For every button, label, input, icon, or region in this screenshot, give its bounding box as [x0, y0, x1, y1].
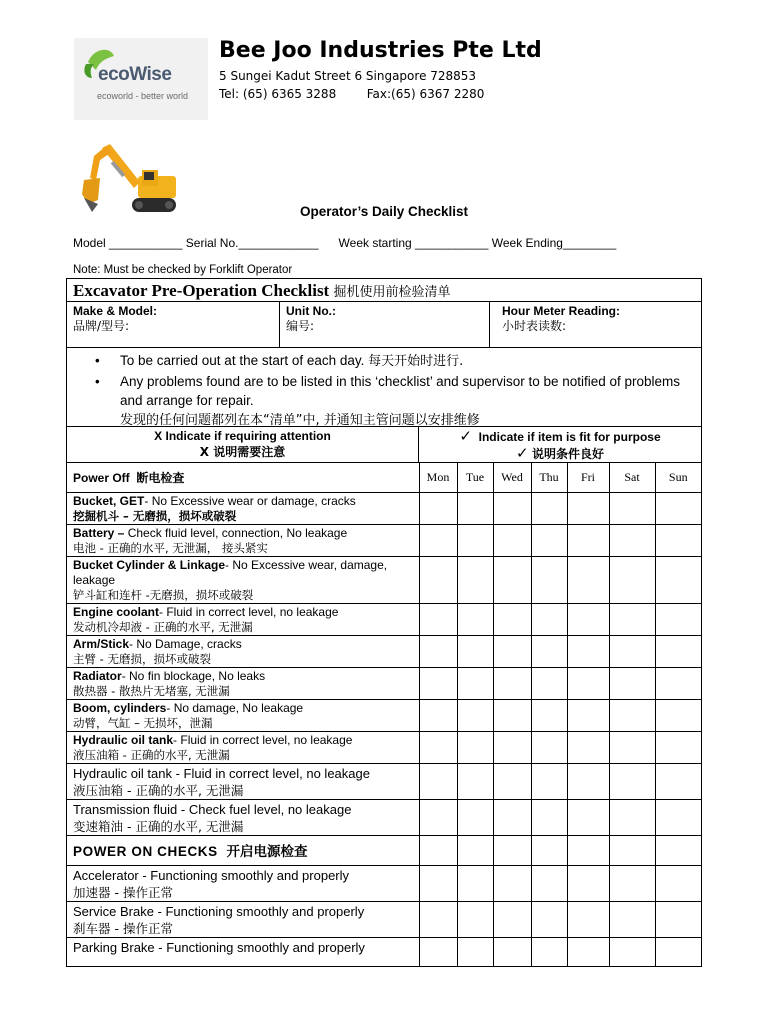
check-cell[interactable] [419, 901, 457, 937]
check-item: Transmission fluid - Check fuel level, no leakage 变速箱油 - 正确的水平, 无泄漏 [67, 799, 419, 835]
check-cell[interactable] [531, 799, 567, 835]
check-cell[interactable] [531, 763, 567, 799]
check-item: Accelerator - Functioning smoothly and properly 加速器 - 操作正常 [67, 865, 419, 901]
check-cell[interactable] [655, 731, 701, 763]
check-cell[interactable] [457, 699, 493, 731]
sheet-title-en: Excavator Pre-Operation Checklist [73, 281, 330, 300]
power-off-header-row [67, 463, 701, 492]
check-cell[interactable] [493, 865, 531, 901]
check-cell[interactable] [419, 556, 457, 603]
check-cell[interactable] [457, 603, 493, 635]
check-cell[interactable] [655, 667, 701, 699]
check-cell[interactable] [419, 865, 457, 901]
check-cell[interactable] [655, 835, 701, 865]
table-row [67, 556, 701, 603]
check-cell[interactable] [567, 492, 609, 524]
check-cell[interactable] [493, 799, 531, 835]
sheet-title [67, 279, 701, 302]
check-cell[interactable] [457, 865, 493, 901]
check-cell[interactable] [419, 763, 457, 799]
check-cell[interactable] [457, 763, 493, 799]
hour-meter-label: Hour Meter Reading: [502, 304, 621, 318]
check-item: Hydraulic oil tank - Fluid in correct level, no leakage 液压油箱 - 正确的水平, 无泄漏 [67, 763, 419, 799]
check-cell[interactable] [493, 763, 531, 799]
check-cell[interactable] [609, 901, 655, 937]
check-item: Battery – Check fluid level, connection, No leakage 电池 - 正确的水平, 无泄漏， 接头紧实 [67, 524, 419, 556]
check-item: Service Brake - Functioning smoothly and properly 刹车器 - 操作正常 [67, 901, 419, 937]
checkmark-icon: ✓ [459, 427, 472, 445]
check-cell[interactable] [419, 937, 457, 966]
check-cell[interactable] [567, 699, 609, 731]
check-cell[interactable] [567, 524, 609, 556]
check-cell[interactable] [531, 667, 567, 699]
legend-row [67, 427, 701, 463]
table-row [67, 937, 701, 966]
make-model-label: Make & Model: [73, 304, 158, 318]
checklist-sheet [66, 278, 702, 967]
hour-meter-cn: 小时表读数: [502, 319, 567, 333]
check-cell[interactable] [567, 731, 609, 763]
check-cell[interactable] [457, 635, 493, 667]
check-cell[interactable] [609, 667, 655, 699]
check-cell[interactable] [419, 492, 457, 524]
check-item: Arm/Stick- No Damage, cracks 主臂 - 无磨损，损坏或破裂 [67, 635, 419, 667]
operator-note: Note: Must be checked by Forklift Operator [73, 264, 293, 276]
check-cell[interactable] [609, 556, 655, 603]
check-cell[interactable] [457, 667, 493, 699]
check-cell[interactable] [655, 901, 701, 937]
check-cell[interactable] [419, 799, 457, 835]
instruction-item: • Any problems found are to be listed in this ‘checklist’ and supervisor to be notified of problems and arrange for repair. 发现的任何问题都列在本“清单”中, 并通知主管问题以安排维修 [95, 374, 681, 428]
check-cell[interactable] [419, 635, 457, 667]
check-cell[interactable] [493, 731, 531, 763]
table-row [67, 699, 701, 731]
table-row [67, 603, 701, 635]
check-cell[interactable] [567, 635, 609, 667]
check-cell[interactable] [655, 635, 701, 667]
check-cell[interactable] [609, 731, 655, 763]
check-cell[interactable] [493, 667, 531, 699]
power-on-header: POWER ON CHECKS 开启电源检查 [67, 835, 419, 865]
check-item: Hydraulic oil tank- Fluid in correct level, no leakage 液压油箱 - 正确的水平, 无泄漏 [67, 731, 419, 763]
table-row [67, 524, 701, 556]
legend-x-text: X Indicate if requiring attention [154, 429, 331, 443]
table-row [67, 635, 701, 667]
check-cell[interactable] [567, 799, 609, 835]
table-row [67, 901, 701, 937]
check-cell[interactable] [419, 699, 457, 731]
check-cell[interactable] [419, 524, 457, 556]
instruction-2-text: Any problems found are to be listed in this ‘checklist’ and supervisor to be notified of problems and arrange for repair. [120, 374, 681, 408]
check-item: Parking Brake - Functioning smoothly and properly [67, 937, 419, 966]
check-cell[interactable] [655, 603, 701, 635]
unit-no-field[interactable] [280, 302, 490, 347]
table-row [67, 799, 701, 835]
check-cell[interactable] [493, 835, 531, 865]
check-cell[interactable] [531, 635, 567, 667]
logo-wordmark: ecoWise [98, 64, 172, 85]
machine-info-row [67, 302, 701, 348]
check-item: Engine coolant- Fluid in correct level, no leakage 发动机冷却液 - 正确的水平, 无泄漏 [67, 603, 419, 635]
check-cell[interactable] [457, 556, 493, 603]
table-row [67, 865, 701, 901]
check-cell[interactable] [567, 937, 609, 966]
check-cell[interactable] [531, 603, 567, 635]
day-header-tue: Tue [457, 463, 493, 492]
day-header-wed: Wed [493, 463, 531, 492]
check-cell[interactable] [609, 937, 655, 966]
check-cell[interactable] [609, 799, 655, 835]
check-cell[interactable] [655, 699, 701, 731]
check-cell[interactable] [609, 763, 655, 799]
check-cell[interactable] [419, 603, 457, 635]
checkmark-icon: ✓ [516, 444, 529, 462]
company-name: Bee Joo Industries Pte Ltd [219, 38, 542, 63]
check-cell[interactable] [531, 835, 567, 865]
check-cell[interactable] [531, 699, 567, 731]
company-address: 5 Sungei Kadut Street 6 Singapore 728853 [219, 69, 477, 83]
check-cell[interactable] [567, 901, 609, 937]
check-cell[interactable] [457, 524, 493, 556]
day-header-thu: Thu [531, 463, 567, 492]
check-cell[interactable] [419, 731, 457, 763]
instructions [67, 348, 701, 427]
company-contact: Tel: (65) 6365 3288 Fax:(65) 6367 2280 [219, 87, 485, 101]
check-cell[interactable] [493, 492, 531, 524]
make-model-field[interactable] [67, 302, 280, 347]
check-cell[interactable] [531, 901, 567, 937]
document-title: Operator’s Daily Checklist [299, 204, 469, 219]
check-cell[interactable] [531, 524, 567, 556]
check-cell[interactable] [457, 937, 493, 966]
logo-tagline: ecoworld - better world [97, 91, 189, 101]
check-cell[interactable] [567, 835, 609, 865]
legend-check-cn: 说明条件良好 [531, 447, 604, 461]
check-cell[interactable] [457, 731, 493, 763]
check-cell[interactable] [609, 635, 655, 667]
sheet-title-cn: 掘机使用前检验清单 [333, 285, 451, 300]
check-cell[interactable] [567, 763, 609, 799]
legend-fit [419, 427, 701, 462]
check-cell[interactable] [419, 667, 457, 699]
check-cell[interactable] [457, 799, 493, 835]
check-cell[interactable] [493, 635, 531, 667]
check-cell[interactable] [609, 492, 655, 524]
check-cell[interactable] [567, 603, 609, 635]
check-cell[interactable] [609, 865, 655, 901]
check-cell[interactable] [567, 556, 609, 603]
check-cell[interactable] [655, 763, 701, 799]
hour-meter-field[interactable] [490, 302, 701, 347]
check-cell[interactable] [493, 603, 531, 635]
table-row [67, 492, 701, 524]
check-cell[interactable] [609, 524, 655, 556]
check-cell[interactable] [655, 556, 701, 603]
check-cell[interactable] [655, 937, 701, 966]
check-cell[interactable] [567, 667, 609, 699]
check-cell[interactable] [609, 835, 655, 865]
instruction-2-cn: 发现的任何问题都列在本“清单”中, 并通知主管问题以安排维修 [120, 413, 480, 428]
check-cell[interactable] [655, 492, 701, 524]
power-on-header-row [67, 835, 701, 865]
check-cell[interactable] [567, 865, 609, 901]
instruction-item: • To be carried out at the start of each day. 每天开始时进行. [95, 353, 464, 369]
check-item: Bucket Cylinder & Linkage- No Excessive wear, damage, leakage 铲斗缸和连杆 -无磨损，损坏或破裂 [67, 556, 419, 603]
check-cell[interactable] [457, 901, 493, 937]
legend-x-cn: X 说明需要注意 [199, 445, 286, 459]
check-cell[interactable] [655, 524, 701, 556]
check-cell[interactable] [493, 524, 531, 556]
make-model-cn: 品牌/型号: [73, 319, 130, 333]
check-cell[interactable] [457, 835, 493, 865]
check-cell[interactable] [655, 799, 701, 835]
unit-no-cn: 编号: [286, 319, 315, 333]
check-item: Radiator- No fin blockage, No leaks 散热器 - 散热片无堵塞, 无泄漏 [67, 667, 419, 699]
table-row [67, 731, 701, 763]
power-off-header: Power Off 断电检查 [67, 463, 419, 492]
check-cell[interactable] [609, 603, 655, 635]
instruction-1-cn: 每天开始时进行. [368, 354, 464, 369]
day-header-mon: Mon [419, 463, 457, 492]
legend-attention [67, 427, 419, 462]
model-serial-week-line: Model ___________ Serial No.____________ Week starting ___________ Week Ending________ [73, 236, 617, 250]
check-cell[interactable] [531, 865, 567, 901]
check-cell[interactable] [531, 731, 567, 763]
check-cell[interactable] [655, 865, 701, 901]
day-header-sun: Sun [655, 463, 701, 492]
day-header-fri: Fri [567, 463, 609, 492]
checklist-table [67, 463, 701, 966]
table-row [67, 667, 701, 699]
table-row [67, 763, 701, 799]
day-header-sat: Sat [609, 463, 655, 492]
check-item: Boom, cylinders- No damage, No leakage 动臂，气缸 – 无损坏，泄漏 [67, 699, 419, 731]
unit-no-label: Unit No.: [286, 304, 336, 318]
check-cell[interactable] [531, 937, 567, 966]
instruction-1-text: To be carried out at the start of each day. [120, 353, 365, 368]
check-item: Bucket, GET- No Excessive wear or damage, cracks 挖掘机斗 – 无磨损，损坏或破裂 [67, 492, 419, 524]
check-cell[interactable] [493, 937, 531, 966]
check-cell[interactable] [419, 835, 457, 865]
check-cell[interactable] [493, 901, 531, 937]
legend-check-text: Indicate if item is fit for purpose [478, 430, 661, 444]
check-cell[interactable] [531, 492, 567, 524]
check-cell[interactable] [493, 699, 531, 731]
check-cell[interactable] [609, 699, 655, 731]
check-cell[interactable] [531, 556, 567, 603]
check-cell[interactable] [457, 492, 493, 524]
check-cell[interactable] [493, 556, 531, 603]
